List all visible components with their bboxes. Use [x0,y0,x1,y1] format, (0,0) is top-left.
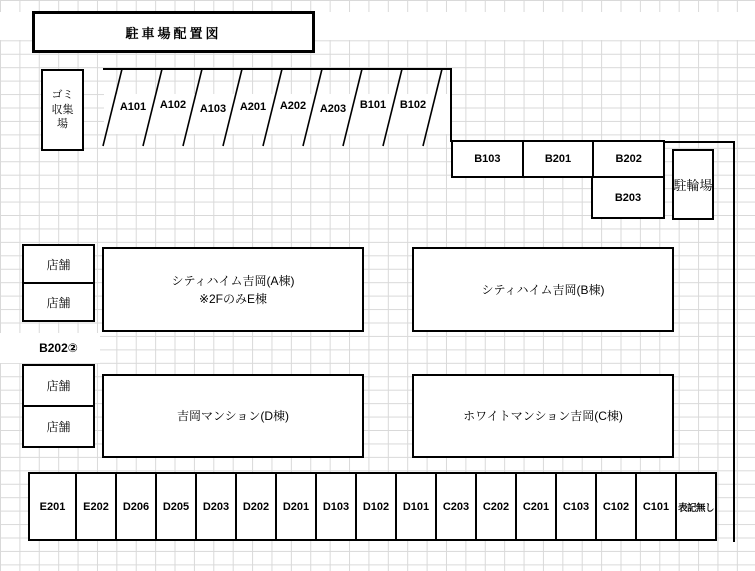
building-b-box [412,247,674,332]
stall-c103: C103 [555,474,595,539]
building-d-name: 吉岡マンション(D棟) [176,409,290,423]
stall-c203: C203 [435,474,475,539]
garbage-area-label: ゴミ収集場 [51,88,74,131]
shop-unit-2: 店舗 [24,282,93,320]
bicycle-parking-box [672,149,714,220]
stall-d205: D205 [155,474,195,539]
building-a-name: シティハイム吉岡(A棟) [171,273,295,288]
stall-c202: C202 [475,474,515,539]
shop-unit-1: 店舗 [46,257,71,272]
stall-a102: A102 [159,99,187,111]
bicycle-parking-label: 駐輪場 [673,178,713,193]
building-d-box [102,374,364,458]
stall-d101: D101 [395,474,435,539]
stall-a201: A201 [239,101,267,113]
stall-c101: C101 [635,474,675,539]
stall-d103: D103 [315,474,355,539]
stall-c201: C201 [515,474,555,539]
stall-b101: B101 [359,99,387,111]
shop-unit-3: 店舗 [46,379,71,393]
diagram-title-box [32,11,315,53]
stall-c102: C102 [595,474,635,539]
shop-unit-4: 店舗 [24,405,93,446]
building-c-name: ホワイトマンション吉岡(C棟) [463,409,623,423]
stall-d202: D202 [235,474,275,539]
shop-stack-upper [22,244,95,322]
stall-b202: B202 [592,142,663,176]
stall-d102: D102 [355,474,395,539]
stall-d206: D206 [115,474,155,539]
stall-unmarked: 表記無し [675,474,715,539]
diagram-title: 駐車場配置図 [125,25,222,41]
b-stall-row [451,140,665,178]
stall-d201: D201 [275,474,315,539]
stall-a202: A202 [279,100,307,112]
shop-stack-lower [22,364,95,448]
stall-b201: B201 [522,142,593,176]
building-c-box [412,374,674,458]
stall-b203 [591,176,665,219]
stall-b103: B103 [474,153,501,165]
stall-e201: E201 [39,500,66,513]
stall-b202-2-label: B202② [39,341,78,355]
building-a-note: ※2FのみE棟 [198,291,268,306]
stall-b203-label: B203 [614,191,642,204]
stall-e202: E202 [75,474,115,539]
stall-a103: A103 [199,103,227,115]
stall-b102: B102 [399,99,427,111]
garbage-area-box [41,69,84,151]
stall-a101: A101 [119,101,147,113]
building-b-name: シティハイム吉岡(B棟) [481,282,605,297]
bottom-stall-row [28,472,717,541]
stall-d203: D203 [195,474,235,539]
building-a-box [102,247,364,332]
stall-a203: A203 [319,103,347,115]
